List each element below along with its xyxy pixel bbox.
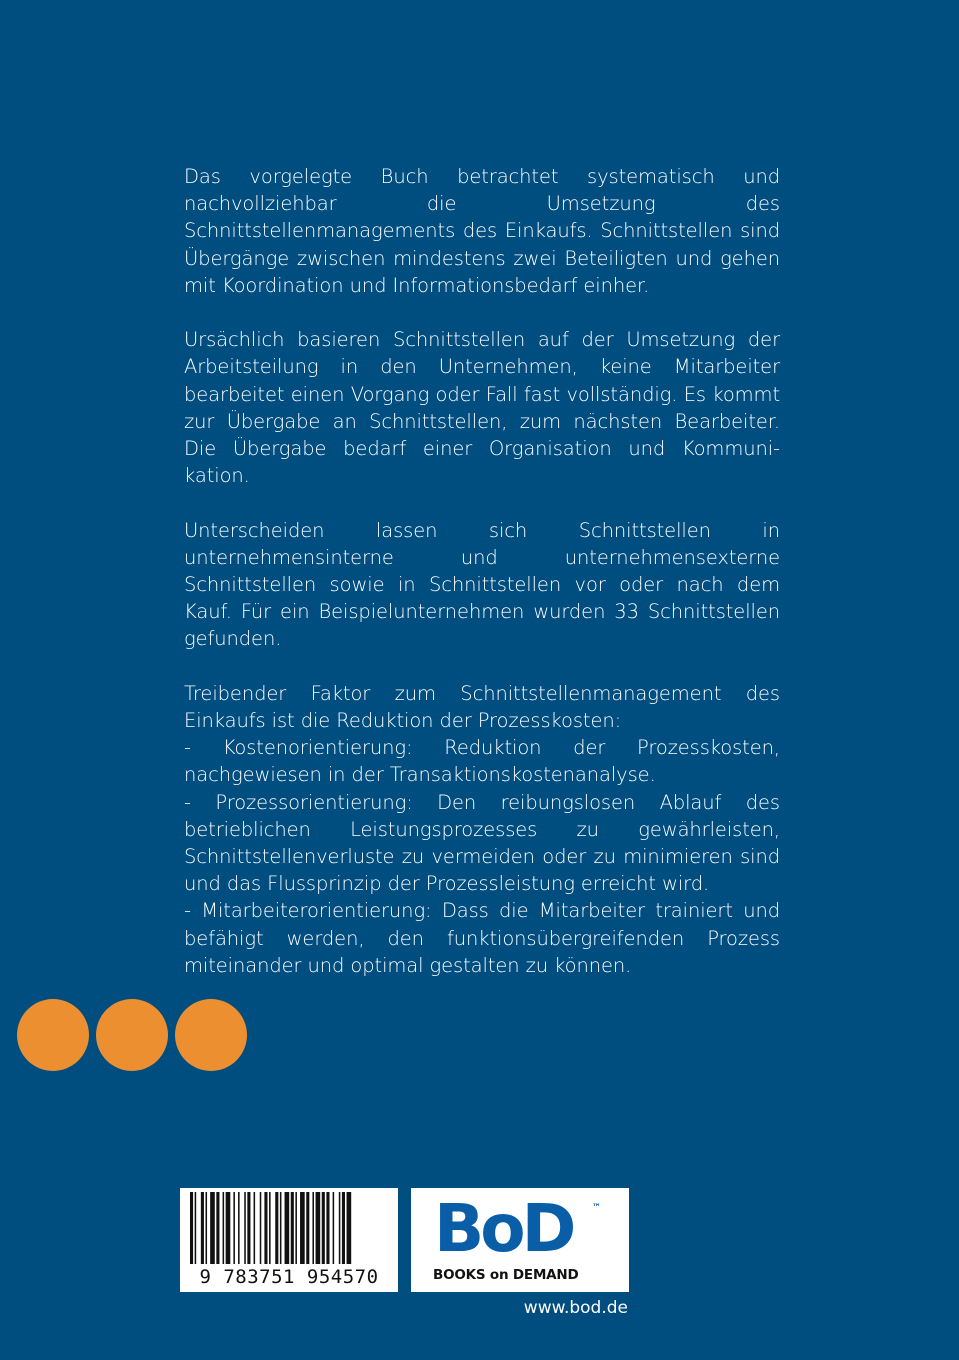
barcode-bar (233, 1192, 235, 1264)
barcode-bar (216, 1192, 219, 1264)
blurb-bullet-cost: - Kostenorientierung: Reduktion der Prozesskosten, nachgewiesen in der Transaktionskostenanalyse. (184, 736, 780, 787)
barcode-bar (264, 1192, 267, 1264)
barcode-bar (247, 1192, 250, 1264)
barcode-bar (226, 1192, 231, 1264)
publisher-website: www.bod.de (523, 1298, 628, 1318)
barcode-bar (195, 1192, 197, 1264)
barcode-bar (333, 1192, 335, 1264)
barcode-bar (206, 1192, 208, 1264)
barcode-bar (201, 1192, 204, 1264)
isbn-number: 9 783751 954570 (199, 1266, 379, 1288)
blurb-bullet-process: - Prozessorientierung: Den reibungslosen Ablauf des betrieblichen Leistungsprozesses zu gewährleisten, Schnittstellenverluste zu vermeiden oder zu minimieren sind und das Flussprinzip der Prozessleistung erreicht wird. (184, 790, 780, 896)
barcode-bars (190, 1192, 388, 1266)
barcode-bar (254, 1192, 256, 1264)
orange-dot (17, 999, 89, 1071)
isbn-barcode (180, 1188, 398, 1292)
barcode-bar (316, 1192, 321, 1264)
barcode-bar (269, 1192, 271, 1264)
blurb-paragraph-1: Das vorgelegte Buch betrachtet systematisch und nachvollziehbar die Umsetzung des Schnittstellenmanagements des Einkaufs. Schnittstellen sind Übergänge zwischen mindestens zwei Beteiligten und gehen mit Koordination und Informationsbedarf einher. (184, 165, 780, 297)
barcode-bar (190, 1192, 193, 1264)
barcode-bar (295, 1192, 297, 1264)
barcode-bar (260, 1192, 262, 1264)
trademark-symbol: ™ (592, 1203, 601, 1213)
orange-dot (96, 999, 168, 1071)
barcode-bar (280, 1192, 282, 1264)
barcode-bar (322, 1192, 325, 1264)
barcode-bar (244, 1192, 246, 1264)
barcode-bar (210, 1192, 215, 1264)
logo-subtitle: BOOKS on DEMAND (433, 1267, 579, 1283)
logo-word: BoD (434, 1190, 573, 1267)
barcode-bar (291, 1192, 294, 1264)
barcode-bar (342, 1192, 345, 1264)
blurb-intro: Treibender Faktor zum Schnittstellenmanagement des Einkaufs ist die Reduktion der Prozesskosten: (184, 681, 780, 733)
barcode-bar (339, 1192, 341, 1264)
back-cover-blurb (184, 163, 780, 979)
blurb-bullet-staff: - Mitarbeiterorientierung: Dass die Mitarbeiter trainiert und befähigt werden, den funktionsübergreifenden Prozess miteinander und optimal gestalten zu können. (184, 899, 780, 977)
blurb-paragraph-4 (184, 680, 780, 979)
barcode-bar (306, 1192, 309, 1264)
barcode-bar (312, 1192, 314, 1264)
barcode-bar (285, 1192, 290, 1264)
barcode-bar (347, 1192, 352, 1264)
publisher-logo (411, 1188, 629, 1292)
barcode-bar (300, 1192, 305, 1264)
barcode-bar (238, 1192, 240, 1264)
blurb-paragraph-3: Unterscheiden lassen sich Schnittstellen in unternehmensinterne und unternehmensexterne Schnittstellen sowie in Schnittstellen vor oder nach dem Kauf. Für ein Beispielunternehmen wurden 33 Schnittstellen gefunden. (184, 518, 780, 651)
orange-dot (175, 999, 247, 1071)
barcode-bar (275, 1192, 278, 1264)
barcode-bar (326, 1192, 329, 1264)
blurb-paragraph-2: Ursächlich basieren Schnittstellen auf der Umsetzung der Arbeitsteilung in den Unternehmen, keine Mitarbeiter bearbeitet einen Vorgang oder Fall fast vollständig. Es kommt zur Übergabe an Schnittstellen, zum nächsten Bearbeiter. Die Übergabe bedarf einer Organisation und Kommuni-kation. (184, 328, 780, 488)
barcode-bar (223, 1192, 225, 1264)
